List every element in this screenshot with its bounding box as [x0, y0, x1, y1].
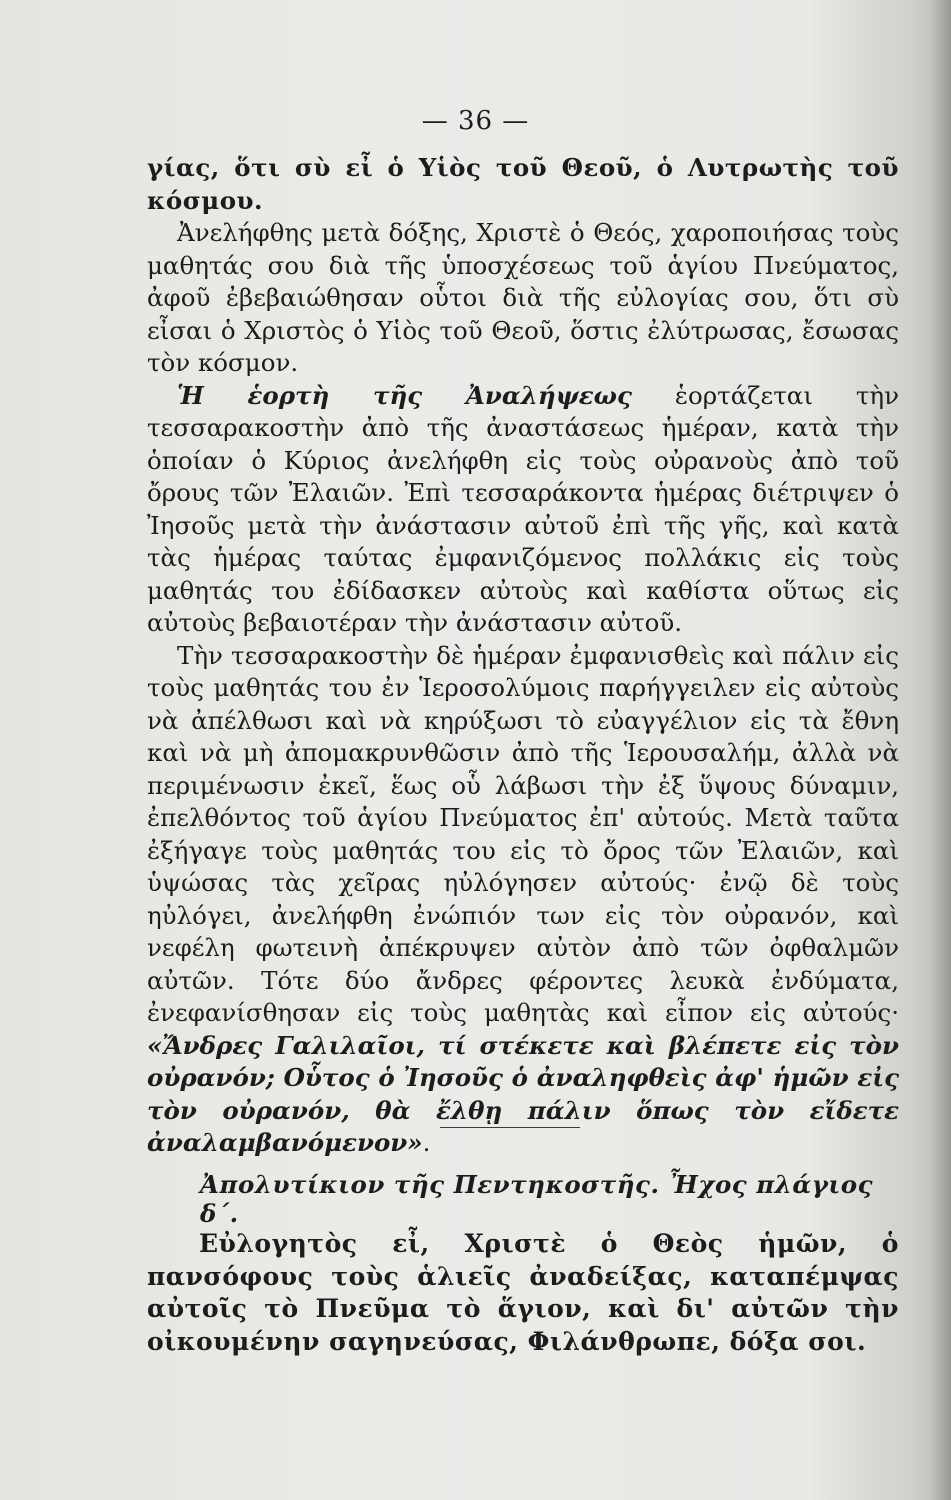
narrative-end: .: [422, 1128, 431, 1157]
narrative-text: Τὴν τεσσαρακοστὴν δὲ ἡμέραν ἐμφανισθεὶς καὶ πάλιν εἰς τοὺς μαθητάς του ἐν Ἱεροσολύμοις παρήγγειλεν εἰς αὐτοὺς νὰ ἀπέλθωσι καὶ νὰ κηρύξωσι τὸ εὐαγγέλιον εἰς τὰ ἔθνη καὶ νὰ μὴ ἀπομακρυνθῶσιν ἀπὸ τῆς Ἱερουσαλήμ, ἀλλὰ νὰ περιμένωσιν ἐκεῖ, ἕως οὗ λάβωσι τὴν ἐξ ὕψους δύναμιν, ἐπελθόντος τοῦ ἁγίου Πνεύματος ἐπ' αὐτούς. Μετὰ ταῦτα ἐξήγαγε τοὺς μαθητάς του εἰς τὸ ὄρος τῶν Ἐλαιῶν, καὶ ὑψώσας τὰς χεῖρας ηὐλόγησεν αὐτούς· ἐνῷ δὲ τοὺς ηὐλόγει, ἀνελήφθη ἐνώπιόν των εἰς τὸν οὐρανόν, καὶ νεφέλη φωτεινὴ ἀπέκρυψεν αὐτὸν ἀπὸ τῶν ὀφθαλμῶν αὐτῶν. Τότε δύο ἄνδρες φέροντες λευκὰ ἐνδύματα, ἐνεφανίσθησαν εἰς τοὺς μαθητὰς καὶ εἶπον εἰς αὐτούς·: [147, 640, 899, 1027]
apolytikion-hymn: Εὐλογητὸς εἶ, Χριστὲ ὁ Θεὸς ἡμῶν, ὁ πανσόφους τοὺς ἁλιεῖς ἀναδείξας, καταπέμψας αὐτοῖς τὸ Πνεῦμα τὸ ἅγιον, καὶ δι' αὐτῶν τὴν οἰκουμένην σαγηνεύσας, Φιλάνθρωπε, δόξα σοι.: [147, 1229, 899, 1356]
section-divider: [440, 1127, 580, 1128]
page-gutter-shadow: [929, 0, 951, 1500]
paragraph-feast: [147, 380, 899, 640]
main-text: [147, 152, 899, 1160]
angels-quote: «Ἄνδρες Γαλιλαῖοι, τί στέκετε καὶ βλέπετε εἰς τὸν οὐρανόν; Οὗτος ὁ Ἰησοῦς ὁ ἀναληφθεὶς ἀφ' ἡμῶν εἰς τὸν οὐρανόν, θὰ ἔλθῃ πάλιν ὅπως τὸν εἴδετε ἀναλαμβανόμενον»: [147, 1030, 899, 1157]
paragraph-narrative: [147, 640, 899, 1160]
paragraph-ascension-prayer: Ἀνελήφθης μετὰ δόξης, Χριστὲ ὁ Θεός, χαροποιήσας τοὺς μαθητάς σου διὰ τῆς ὑποσχέσεως τοῦ ἁγίου Πνεύματος, ἀφοῦ ἐβεβαιώθησαν οὗτοι διὰ τῆς εὐλογίας σου, ὅτι σὺ εἶσαι ὁ Χριστὸς ὁ Υἱὸς τοῦ Θεοῦ, ὅστις ἐλύτρωσας, ἔσωσας τὸν κόσμον.: [147, 218, 899, 377]
intro-line: γίας, ὅτι σὺ εἶ ὁ Υἱὸς τοῦ Θεοῦ, ὁ Λυτρωτὴς τοῦ κόσμου.: [147, 153, 899, 215]
apolytikion-heading: Ἀπολυτίκιον τῆς Πεντηκοστῆς. Ἦχος πλάγιος δ΄.: [200, 1170, 873, 1228]
page-number: — 36 —: [421, 106, 530, 136]
feast-title: Ἡ ἑορτὴ τῆς Ἀναλήψεως: [177, 380, 632, 410]
feast-description: ἑορτάζεται τὴν τεσσαρακοστὴν ἀπὸ τῆς ἀναστάσεως ἡμέραν, κατὰ τὴν ὁποίαν ὁ Κύριος ἀνελήφθη εἰς τοὺς οὐρανοὺς ἀπὸ τοῦ ὄρους τῶν Ἐλαιῶν. Ἐπὶ τεσσαράκοντα ἡμέρας διέτριψεν ὁ Ἰησοῦς μετὰ τὴν ἀνάστασιν αὐτοῦ ἐπὶ τῆς γῆς, καὶ κατὰ τὰς ἡμέρας ταύτας ἐμφανιζόμενος πολλάκις εἰς τοὺς μαθητάς του ἐδίδασκεν αὐτοὺς καὶ καθίστα οὕτως εἰς αὐτοὺς βεβαιοτέραν τὴν ἀνάστασιν αὐτοῦ.: [147, 380, 900, 637]
